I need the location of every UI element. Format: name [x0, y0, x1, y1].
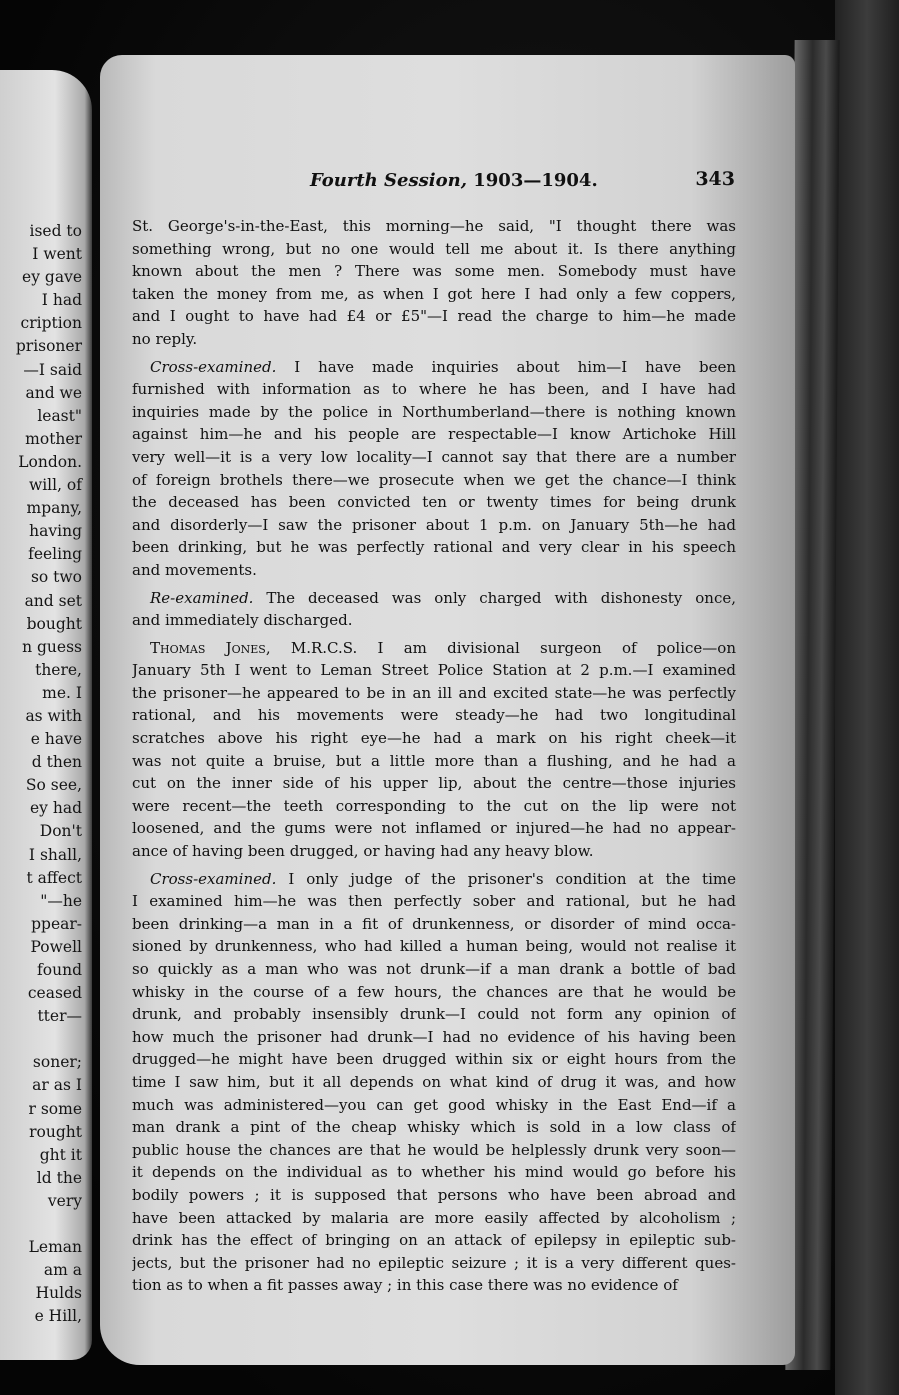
text-line: [132, 868, 736, 891]
left-page-line: "—he: [40, 891, 82, 910]
text-line: very well—it is a very low locality—I cannot say that there are a number: [132, 447, 736, 466]
left-page-line: e have: [30, 730, 82, 749]
left-page-line: me. I: [42, 683, 82, 702]
left-page-line: [0, 1213, 82, 1236]
text-line: cut on the inner side of his upper lip, about the centre—those injuries: [132, 774, 736, 793]
witness-name: Thomas Jones,: [150, 638, 271, 657]
text-line: much was administered—you can get good whisky in the East End—if a: [132, 1095, 736, 1114]
text-line: the prisoner—he appeared to be in an ill and excited state—he was perfectly: [132, 683, 736, 702]
left-page-line: mother: [25, 429, 82, 448]
running-title-session: Fourth Session,: [310, 170, 467, 191]
text-line: and movements.: [132, 560, 257, 579]
body-text: [132, 215, 736, 1297]
text-line: [132, 356, 736, 379]
paragraph: [132, 587, 736, 632]
left-page-line: am a: [43, 1261, 82, 1280]
left-page-line: ght it: [39, 1145, 82, 1164]
text-line: [132, 587, 736, 610]
left-page-line: very: [47, 1191, 82, 1210]
text-line: so quickly as a man who was not drunk—if a man drank a bottle of bad: [132, 960, 736, 978]
left-page-line: least": [37, 406, 82, 425]
text-line: how much the prisoner had drunk—I had no evidence of his having been: [132, 1027, 736, 1046]
left-page-line: Powell: [30, 937, 82, 956]
left-page-line: —I said: [23, 360, 82, 379]
left-page-line: [0, 1028, 82, 1051]
examination-label: Cross-examined.: [150, 357, 277, 376]
examination-label: Cross-examined.: [150, 869, 277, 888]
left-page-line: d then: [31, 753, 82, 772]
left-page-line: ppear-: [31, 914, 82, 933]
left-page-line: and set: [24, 591, 82, 610]
examination-label: Re-examined.: [150, 588, 254, 607]
left-page-line: ceased: [27, 984, 82, 1003]
text-line: something wrong, but no one would tell me about it. Is there anything: [132, 239, 736, 258]
text-line: inquiries made by the police in Northumberland—there is nothing known: [132, 402, 736, 421]
left-page-line: e Hill,: [34, 1307, 82, 1326]
text-line: no reply.: [132, 329, 198, 348]
book-binding-shadow: [835, 0, 899, 1395]
left-page-line: so two: [30, 568, 82, 587]
left-page-line: cription: [20, 314, 82, 333]
left-page-line: Hulds: [35, 1284, 82, 1303]
paragraph: [132, 868, 736, 1297]
left-page-line: ised to: [29, 222, 82, 240]
text-line: been drinking—a man in a fit of drunkenness, or disorder of mind occa-: [132, 914, 736, 933]
text-line: tion as to when a fit passes away ; in this case there was no evidence of: [132, 1276, 678, 1295]
left-page-line: London.: [18, 452, 82, 471]
left-page-line: having: [29, 522, 82, 541]
left-page-line: tter—: [37, 1007, 82, 1026]
left-page-line: there,: [35, 660, 82, 679]
text-line: known about the men ? There was some men. Somebody must have: [132, 262, 736, 281]
text-line: public house the chances are that he would be helplessly drunk very soon—: [132, 1140, 736, 1159]
left-page-line: and we: [25, 383, 82, 402]
text-line: taken the money from me, as when I got here I had only a few coppers,: [132, 284, 736, 303]
text-line: drunk, and probably insensibly drunk—I could not form any opinion of: [132, 1005, 736, 1024]
left-page-line: soner;: [32, 1053, 82, 1072]
left-page-line: So see,: [25, 776, 82, 795]
text-line: furnished with information as to where he has been, and I have had: [132, 380, 736, 399]
text-line-content: The deceased was only charged with dishonesty once,: [253, 588, 736, 607]
text-line: been drinking, but he was perfectly rational and very clear in his speech: [132, 538, 736, 557]
text-line-content: M.R.C.S. I am divisional surgeon of police—on: [270, 638, 736, 657]
left-page-line: I had: [41, 291, 82, 310]
left-page-line: Leman: [28, 1238, 82, 1257]
text-line: were recent—the teeth corresponding to the cut on the lip were not: [132, 796, 736, 815]
running-title: [310, 170, 598, 191]
text-line: of foreign brothels there—we prosecute when we get the chance—I think: [132, 470, 736, 489]
text-line: sioned by drunkenness, who had killed a human being, would not realise it: [132, 937, 736, 956]
text-line: I examined him—he was then perfectly sober and rational, but he had: [132, 892, 736, 911]
text-line: and I ought to have had £4 or £5"—I read the charge to him—he made: [132, 307, 736, 326]
text-line: scratches above his right eye—he had a mark on his right cheek—it: [132, 729, 736, 748]
text-line: ance of having been drugged, or having had any heavy blow.: [132, 842, 594, 861]
left-page-line: rought: [29, 1122, 82, 1141]
text-line: time I saw him, but it all depends on what kind of drug it was, and how: [132, 1072, 736, 1091]
left-page-line: I shall,: [28, 845, 82, 864]
left-page-line: t affect: [26, 868, 82, 887]
text-line: rational, and his movements were steady—he had two longitudinal: [132, 706, 736, 725]
left-page-line: ar as I: [32, 1076, 82, 1095]
text-line: drugged—he might have been drugged within six or eight hours from the: [132, 1050, 736, 1069]
page-header: [100, 170, 795, 200]
paragraph: [132, 215, 736, 351]
text-line: St. George's-in-the-East, this morning—he said, "I thought there was: [132, 217, 736, 235]
text-line: against him—he and his people are respectable—I know Artichoke Hill: [132, 425, 736, 444]
page-number: 343: [695, 168, 735, 190]
text-line: January 5th I went to Leman Street Police Station at 2 p.m.—I examined: [132, 661, 736, 680]
text-line: bodily powers ; it is supposed that persons who have been abroad and: [132, 1185, 736, 1204]
left-page-line: found: [37, 961, 82, 979]
left-page-line: ey gave: [22, 268, 82, 287]
text-line-content: I only judge of the prisoner's condition at the time: [276, 869, 736, 888]
paragraph: [132, 637, 736, 863]
text-line: it depends on the individual as to whether his mind would go before his: [132, 1163, 736, 1182]
paragraph: [132, 356, 736, 582]
text-line: was not quite a bruise, but a little more than a flushing, and he had a: [132, 751, 736, 770]
text-line: loosened, and the gums were not inflamed or injured—he had no appear-: [132, 819, 736, 838]
left-page-line: ld the: [36, 1168, 82, 1187]
text-line: and disorderly—I saw the prisoner about 1 p.m. on January 5th—he had: [132, 515, 736, 534]
text-line: and immediately discharged.: [132, 611, 353, 630]
left-page-line: I went: [32, 245, 82, 264]
left-page-line: Don't: [39, 822, 82, 841]
left-page-line: r some: [28, 1099, 82, 1118]
left-page-line: ey had: [29, 799, 82, 818]
left-page-line: feeling: [28, 545, 82, 564]
left-page-line: n guess: [22, 637, 82, 656]
text-line: [132, 637, 736, 660]
main-page: [100, 55, 795, 1365]
left-page-line: as with: [25, 706, 82, 725]
running-title-years: 1903—1904.: [473, 170, 598, 191]
text-line: jects, but the prisoner had no epileptic seizure ; it is a very different ques-: [132, 1253, 736, 1272]
left-page-line: prisoner: [15, 337, 82, 356]
left-facing-page: [0, 70, 92, 1360]
left-page-line: will, of: [28, 476, 82, 495]
left-page-text: [0, 220, 82, 1329]
text-line: whisky in the course of a few hours, the chances are that he would be: [132, 982, 736, 1001]
text-line: the deceased has been convicted ten or twenty times for being drunk: [132, 493, 736, 512]
text-line-content: I have made inquiries about him—I have been: [276, 357, 736, 376]
left-page-line: bought: [26, 614, 82, 633]
text-line: man drank a pint of the cheap whisky which is sold in a low class of: [132, 1118, 736, 1137]
left-page-line: mpany,: [26, 499, 82, 518]
text-line: drink has the effect of bringing on an attack of epilepsy in epileptic sub-: [132, 1231, 736, 1250]
text-line: have been attacked by malaria are more easily affected by alcoholism ;: [132, 1208, 736, 1227]
